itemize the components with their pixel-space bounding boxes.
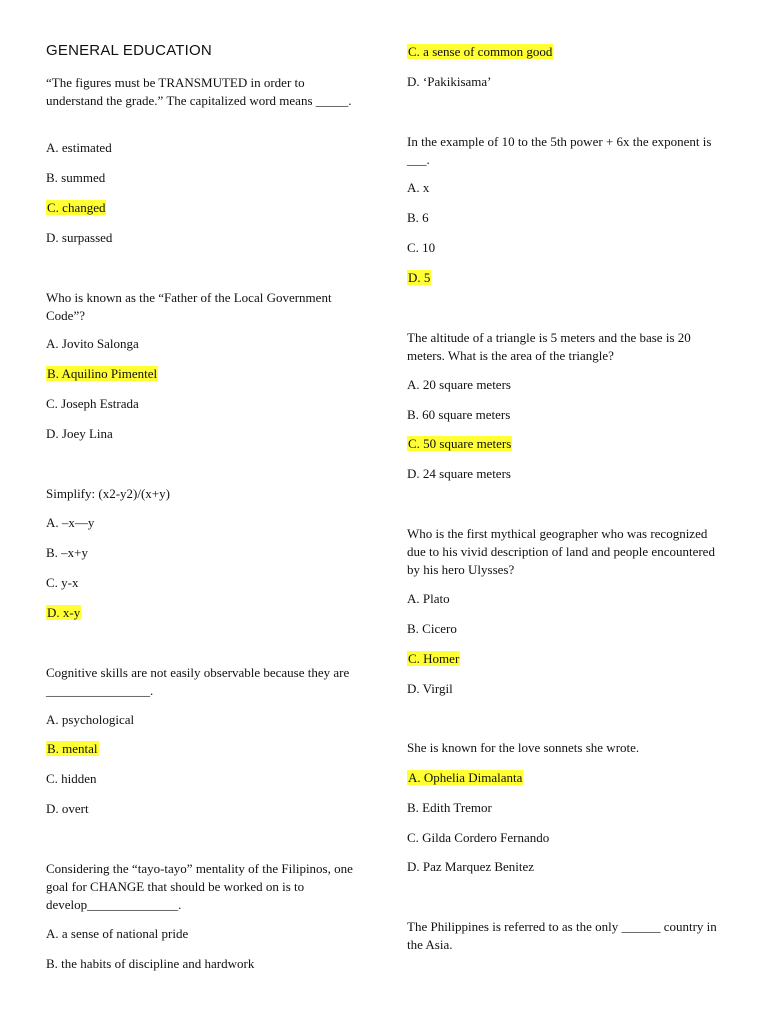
answer-option: B. the habits of discipline and hardwork — [46, 956, 255, 971]
answer-option-highlighted: D. 5 — [408, 270, 431, 285]
answer-option: D. overt — [46, 801, 89, 816]
question-text: In the example of 10 to the 5th power + 6x the exponent is ___. — [407, 134, 712, 167]
answer-option: A. Jovito Salonga — [46, 336, 139, 351]
answer-option: A. Plato — [407, 591, 450, 606]
answer-option: B. 60 square meters — [407, 407, 511, 422]
question-text: Who is the first mythical geographer who was recognized due to his vivid description of land and people encountered by his hero Ulysses? — [407, 526, 715, 577]
answer-option: A. estimated — [46, 140, 112, 155]
question-text: Considering the “tayo-tayo” mentality of the Filipinos, one goal for CHANGE that should be worked on is to develop______________. — [46, 861, 353, 912]
answer-option: B. 6 — [407, 210, 429, 225]
answer-option-highlighted: C. a sense of common good — [408, 44, 553, 59]
answer-option: A. psychological — [46, 712, 135, 727]
question-text: The Philippines is referred to as the only ______ country in the Asia. — [407, 919, 717, 952]
answer-option: B. summed — [46, 170, 106, 185]
answer-option: D. Joey Lina — [46, 426, 113, 441]
answer-option-highlighted: C. Homer — [408, 651, 460, 666]
answer-option: C. y-x — [46, 575, 79, 590]
question-text: “The figures must be TRANSMUTED in order to understand the grade.” The capitalized word means _____. — [46, 75, 352, 108]
answer-option-highlighted: D. x-y — [47, 605, 81, 620]
answer-option: D. 24 square meters — [407, 466, 511, 481]
document-heading: GENERAL EDUCATION — [46, 42, 212, 59]
answer-option-highlighted: A. Ophelia Dimalanta — [408, 770, 523, 785]
answer-option: D. surpassed — [46, 230, 113, 245]
answer-option: C. hidden — [46, 771, 97, 786]
answer-option: C. 10 — [407, 240, 436, 255]
answer-option: C. Gilda Cordero Fernando — [407, 830, 550, 845]
answer-option-highlighted: C. 50 square meters — [408, 436, 512, 451]
answer-option: A. x — [407, 180, 430, 195]
answer-option: B. Edith Tremor — [407, 800, 492, 815]
answer-option: A. a sense of national pride — [46, 926, 189, 941]
question-text: Cognitive skills are not easily observable because they are ________________. — [46, 665, 350, 698]
answer-option-highlighted: B. mental — [47, 741, 98, 756]
question-text: Who is known as the “Father of the Local Government Code”? — [46, 290, 332, 323]
answer-option: D. ‘Pakikisama’ — [407, 74, 492, 89]
question-text: She is known for the love sonnets she wrote. — [407, 740, 640, 755]
answer-option: D. Virgil — [407, 681, 453, 696]
answer-option-highlighted: C. changed — [47, 200, 106, 215]
question-text: The altitude of a triangle is 5 meters and the base is 20 meters. What is the area of the triangle? — [407, 330, 691, 363]
answer-option-highlighted: B. Aquilino Pimentel — [47, 366, 158, 381]
answer-option: C. Joseph Estrada — [46, 396, 139, 411]
question-text: Simplify: (x2-y2)/(x+y) — [46, 486, 170, 501]
answer-option: D. Paz Marquez Benitez — [407, 859, 535, 874]
answer-option: A. 20 square meters — [407, 377, 511, 392]
answer-option: A. –x—y — [46, 515, 95, 530]
answer-option: B. Cicero — [407, 621, 457, 636]
answer-option: B. –x+y — [46, 545, 89, 560]
